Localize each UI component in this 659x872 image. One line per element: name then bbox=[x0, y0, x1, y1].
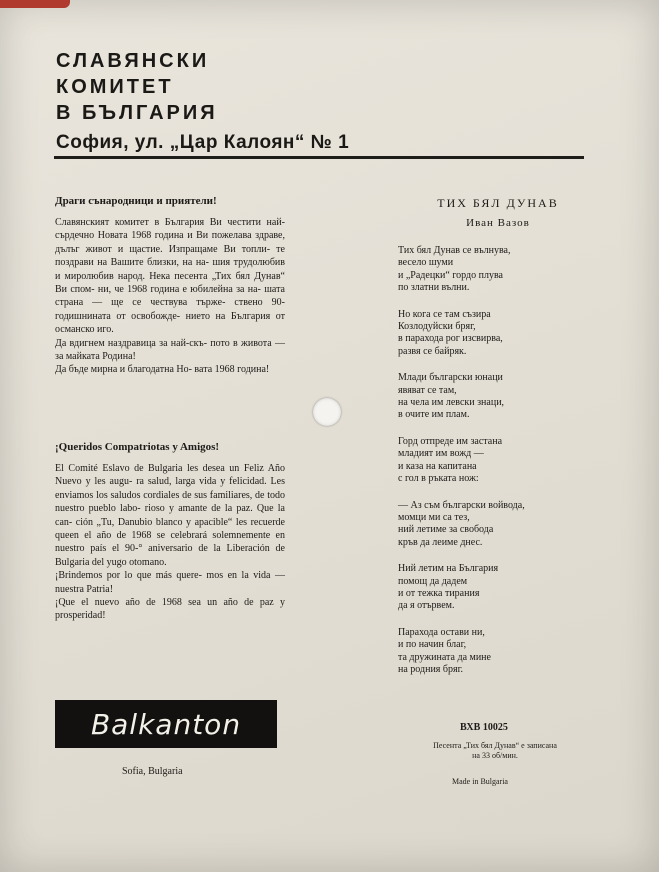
recording-note: Песента „Тих бял Дунав“ е записана на 33 об/мин. bbox=[433, 741, 557, 760]
header-line-1: СЛАВЯНСКИ bbox=[56, 50, 210, 72]
spanish-greeting bbox=[55, 440, 285, 623]
made-in-label: Made in Bulgaria bbox=[452, 777, 508, 786]
committee-header bbox=[56, 48, 218, 126]
corner-tape-mark bbox=[0, 0, 70, 8]
balkanton-logo: Balkanton bbox=[55, 700, 277, 748]
city-label: Sofia, Bulgaria bbox=[122, 766, 183, 777]
header-line-2: КОМИТЕТ bbox=[56, 76, 174, 98]
song-stanza: Парахода остави ни, и по начин благ, та дружината да мине на родния бряг. bbox=[398, 626, 491, 675]
spanish-greeting-body: El Comité Eslavo de Bulgaria les desea un Feliz Año Nuevo y les augu- ra salud, larga vida y felicidad. Les enviamos los saludos cordiales de sus familiares, de todo nuestro pueblo labo- rioso y amante de la paz. Que la can- ción „Tu, Danubio blanco y apacible“ les recuerde queen el año de 1968 se celebrará solemnemente en nuestro país el 90-° aniversario de la Liberación de Bulgaria del yugo otomano. ¡Brindemos por lo que más quere- mos en la vida — nuestra Patria! ¡Que el nuevo año de 1968 sea un año de paz y prosperidad! bbox=[55, 463, 285, 622]
song-stanza: — Аз съм български войвода, момци ми са тез, ний летиме за свобода кръв да леиме днес. bbox=[398, 499, 525, 548]
song-stanza: Но кога се там съзира Козлодуйски бряг, в парахода рог изсвирва, развя се байряк. bbox=[398, 308, 503, 357]
center-hole bbox=[313, 398, 341, 426]
spanish-greeting-title: ¡Queridos Compatriotas y Amigos! bbox=[55, 441, 220, 453]
header-line-3: В БЪЛГАРИЯ bbox=[56, 102, 218, 124]
header-divider bbox=[54, 156, 584, 159]
committee-address: София, ул. „Цар Калоян“ № 1 bbox=[56, 132, 350, 153]
song-author: Иван Вазов bbox=[466, 217, 530, 229]
song-stanza: Млади български юнаци явяват се там, на чела им левски знаци, в очите им плам. bbox=[398, 372, 505, 421]
song-lyrics bbox=[398, 196, 598, 690]
bulgarian-greeting-title: Драги сънародници и приятели! bbox=[55, 195, 217, 207]
bulgarian-greeting-body: Славянският комитет в България Ви честити най-сърдечно Новата 1968 година и Ви пожелава здраве, дълъг живот и щастие. Изпращаме Ви топли- те поздрави на Вашите близки, на на- шия трудолюбив и миролюбив народ. Нека песента „Тих бял Дунав“ Ви спом- ни, че 1968 година е юбилейна за на- шата страна — ще се чествува тържe- ствено 90-годишнината от освобожде- нието на България от османско иго. Да вдигнем наздравица за най-скъ- пото в живота — за майката Родина! Да бъде мирна и благодатна Но- вата 1968 година! bbox=[55, 217, 285, 376]
song-stanza: Тих бял Дунав се вълнува, весело шуми и „Радецки“ гордо плува по златни вълни. bbox=[398, 245, 511, 294]
bulgarian-greeting bbox=[55, 194, 285, 377]
catalog-number: ВХВ 10025 bbox=[460, 722, 508, 733]
song-stanza: Горд отпреде им застана младият им вожд — и каза на капитана с гол в ръката нож: bbox=[398, 435, 503, 485]
song-stanza: Ний летим на България помощ да дадем и от тежка тирания да я отървем. bbox=[398, 563, 499, 612]
song-title: ТИХ БЯЛ ДУНАВ bbox=[437, 196, 559, 210]
